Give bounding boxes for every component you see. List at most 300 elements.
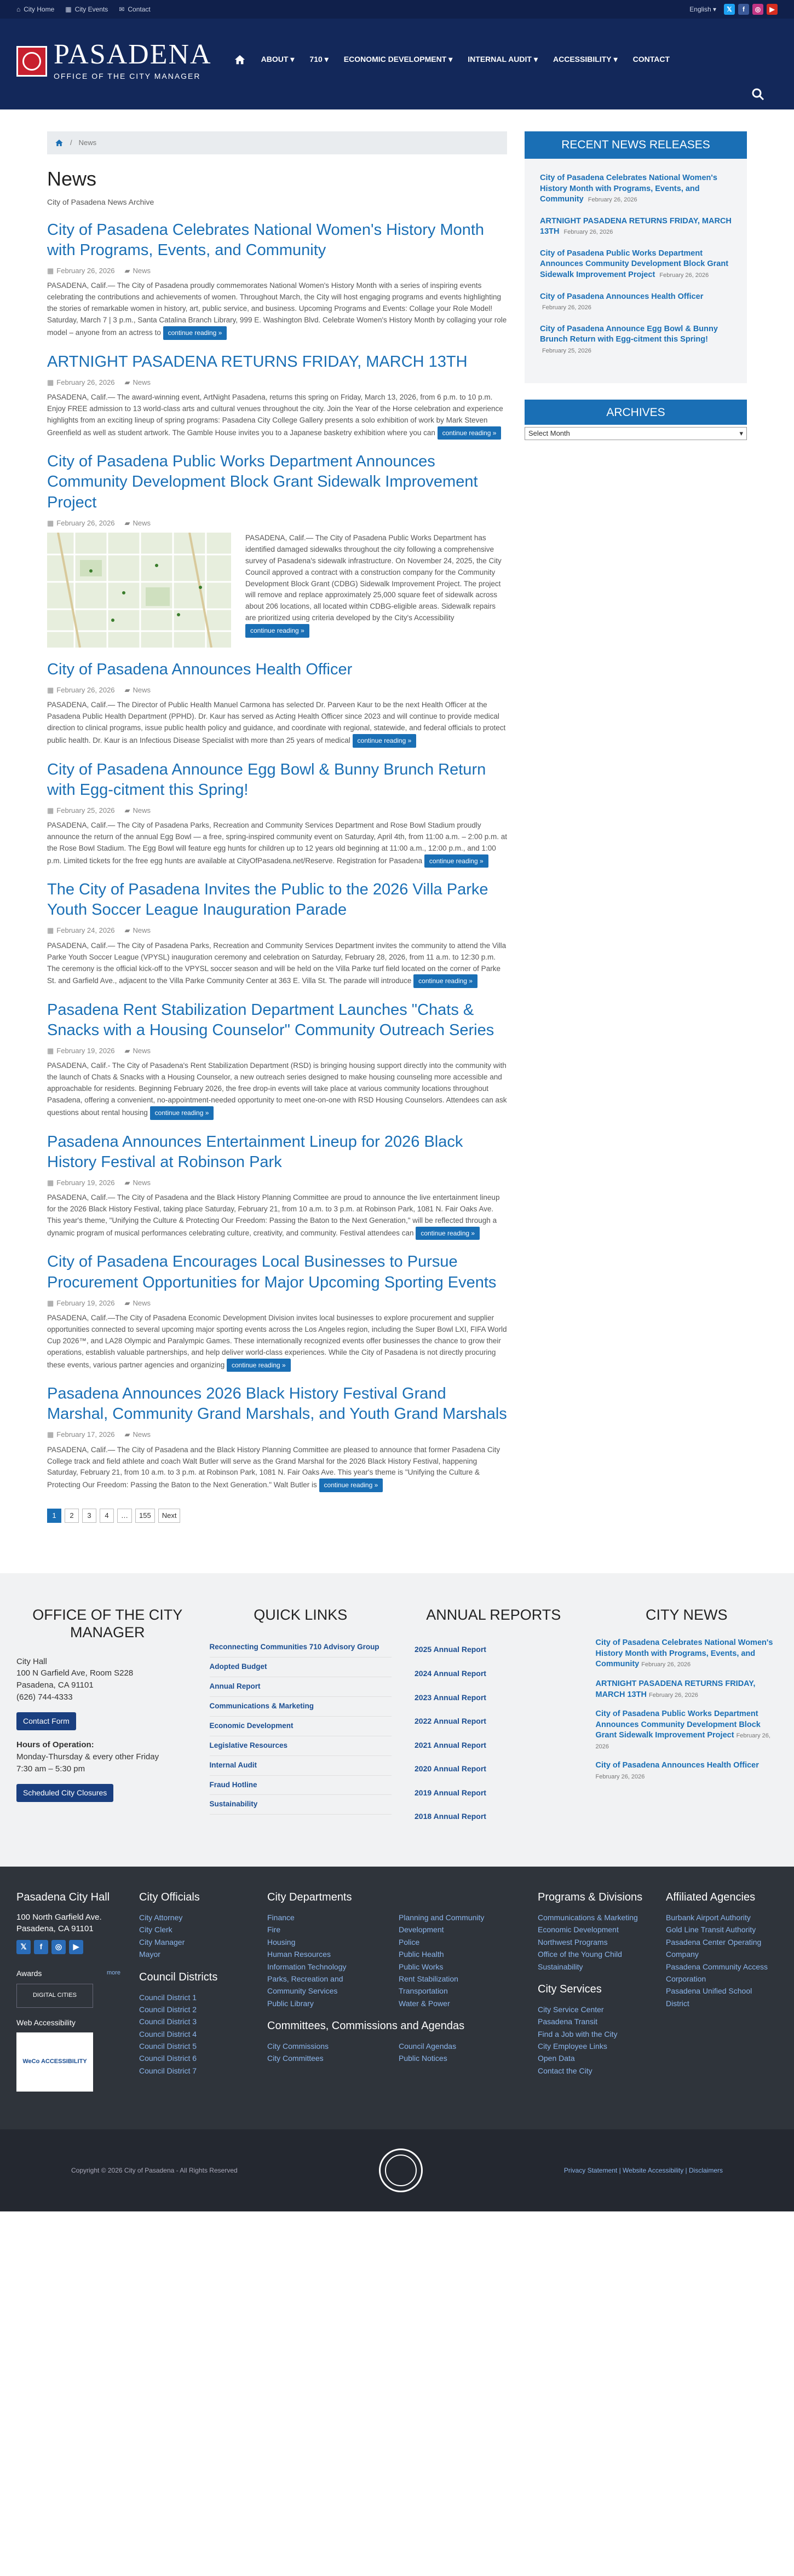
- department-link[interactable]: Fire: [267, 1925, 281, 1934]
- recent-news-date: February 26, 2026: [588, 197, 637, 204]
- address-line: Pasadena, CA 91101: [16, 1680, 94, 1690]
- service-link[interactable]: Pasadena Transit: [538, 2017, 597, 2026]
- utility-link-label: City Home: [24, 5, 55, 13]
- quick-link[interactable]: Annual Report: [210, 1677, 392, 1697]
- recent-news-list: [525, 159, 747, 383]
- article-category[interactable]: [125, 518, 151, 528]
- nav-item-internal-audit[interactable]: INTERNAL AUDIT ▾: [468, 54, 538, 65]
- article-excerpt-text: PASADENA, Calif.- The City of Pasadena's Rent Stabilization Department (RSD) is bringing housing support directly into the community with the launch of Chats & Snacks with a Housing Counselor, a new outreach series designed to make housing counseling more accessible and approachable for residents. Beginning February 2026, the free drop-in events will take place at various community locations throughout Pasadena, offering a convenient, no-appointment-needed opportunity to meet one-on-one with RSD Housing Counselors. Attendees can ask questions about rental housing: [47, 1061, 507, 1117]
- affiliated-list: [666, 1911, 775, 2009]
- utility-link-contact[interactable]: [119, 5, 150, 14]
- affiliated-link[interactable]: Pasadena Unified School District: [666, 1986, 752, 2008]
- calendar-icon: ▦: [47, 685, 54, 694]
- archives-widget: [525, 400, 747, 440]
- x-twitter-icon[interactable]: 𝕏: [16, 1940, 31, 1954]
- footer-quick-links: [210, 1606, 392, 1867]
- committee-link[interactable]: City Committees: [267, 2054, 324, 2063]
- site-header: [0, 19, 794, 109]
- language-label: English: [689, 5, 711, 13]
- committee-link[interactable]: City Commissions: [267, 2042, 329, 2051]
- footer-city-news: [596, 1606, 778, 1867]
- service-link[interactable]: City Employee Links: [538, 2042, 607, 2051]
- department-link[interactable]: Rent Stabilization: [399, 1974, 458, 1983]
- article-category[interactable]: [125, 1178, 151, 1188]
- article-title[interactable]: City of Pasadena Celebrates National Women's History Month with Programs, Events, and Community: [47, 221, 485, 259]
- recent-news-title: ARTNIGHT PASADENA RETURNS FRIDAY, MARCH 13TH: [540, 216, 732, 236]
- city-seal-icon: [379, 2148, 423, 2192]
- calendar-icon: ▦: [65, 5, 72, 13]
- department-link[interactable]: Information Technology: [267, 1962, 347, 1971]
- article-category[interactable]: [125, 1046, 151, 1056]
- archives-select[interactable]: [525, 427, 747, 440]
- web-accessibility-label: Web Accessibility: [16, 2018, 76, 2027]
- article-category-text: News: [133, 267, 151, 275]
- continue-reading-button[interactable]: continue reading »: [319, 1478, 383, 1492]
- article-date: [47, 1178, 115, 1188]
- article-meta: [47, 685, 507, 695]
- folder-icon: ▰: [124, 1178, 130, 1187]
- utility-links: [16, 5, 151, 14]
- article-category[interactable]: [125, 266, 151, 276]
- chevron-down-icon: ▾: [324, 55, 329, 64]
- breadcrumb-separator: /: [70, 138, 72, 147]
- program-link[interactable]: Sustainability: [538, 1962, 583, 1971]
- folder-icon: ▰: [124, 1430, 130, 1439]
- article-date: [47, 685, 115, 695]
- affiliated-link[interactable]: Pasadena Center Operating Company: [666, 1937, 762, 1959]
- home-icon[interactable]: [234, 54, 246, 66]
- annual-report-link[interactable]: 2023 Annual Report: [415, 1693, 486, 1702]
- next-page-link[interactable]: Next: [158, 1509, 181, 1523]
- chevron-down-icon: ▾: [533, 55, 538, 64]
- recent-news-item[interactable]: [540, 324, 732, 356]
- article-excerpt: [47, 1060, 507, 1119]
- district-link[interactable]: Council District 4: [139, 2029, 197, 2038]
- recent-news-title: City of Pasadena Announce Egg Bowl & Bunny Brunch Return with Egg-citment this Spring!: [540, 324, 718, 344]
- copyright-text: Copyright © 2026 City of Pasadena - All Rights Reserved: [71, 2166, 238, 2174]
- continue-reading-button[interactable]: continue reading »: [413, 974, 477, 988]
- quick-links-title: QUICK LINKS: [254, 1606, 348, 1623]
- news-article: [47, 880, 507, 988]
- continue-reading-button[interactable]: continue reading »: [424, 854, 488, 868]
- page-link[interactable]: 2: [65, 1509, 79, 1523]
- folder-icon: ▰: [124, 518, 130, 527]
- news-article: [47, 760, 507, 868]
- page-link[interactable]: 4: [100, 1509, 114, 1523]
- news-article: [47, 220, 507, 340]
- contact-form-button[interactable]: Contact Form: [16, 1712, 76, 1731]
- footer-bottom: [0, 1867, 794, 2129]
- annual-report-link[interactable]: 2024 Annual Report: [415, 1668, 486, 1678]
- quick-link[interactable]: Sustainability: [210, 1795, 392, 1815]
- utility-link-city-home[interactable]: [16, 5, 54, 14]
- calendar-icon: ▦: [47, 926, 54, 935]
- utility-link-label: Contact: [128, 5, 151, 13]
- committee-link[interactable]: Public Notices: [399, 2054, 447, 2063]
- article-date: [47, 1298, 115, 1308]
- article-category[interactable]: [125, 1430, 151, 1440]
- news-article: [47, 1000, 507, 1120]
- utility-bar: [0, 0, 794, 19]
- article-date-text: February 25, 2026: [56, 806, 115, 815]
- article-title[interactable]: City of Pasadena Public Works Department Announces Community Development Block Grant Sidewalk Improvement Project: [47, 453, 478, 511]
- footer-officials: [139, 1890, 249, 2129]
- article-title[interactable]: ARTNIGHT PASADENA RETURNS FRIDAY, MARCH 13TH: [47, 353, 468, 371]
- article-excerpt: [47, 392, 507, 440]
- city-news-item[interactable]: [596, 1679, 778, 1700]
- officials-list: [139, 1911, 249, 1961]
- folder-icon: ▰: [124, 806, 130, 815]
- facebook-icon[interactable]: f: [34, 1940, 48, 1954]
- programs-title: Programs & Divisions: [538, 1891, 643, 1903]
- continue-reading-button[interactable]: continue reading »: [245, 624, 309, 638]
- article-excerpt-text: PASADENA, Calif.— The City of Pasadena Parks, Recreation and Community Services Department and Rose Bowl Stadium proudly announce the return of the annual Egg Bowl — a free, spring-inspired community event on Saturday, April 4th, from 11:00 a.m. – 2:00 p.m. at the Rose Bowl Stadium. The Egg Bowl will feature egg hunts for children up to 12 years old beginning at 11:00 a.m., 12:00 p.m., and 1:00 p.m. Limited tickets for the free egg hunts are available at CityOfPasadena.net/Reserve. Registration for Pasadena: [47, 821, 507, 865]
- utility-link-label: City Events: [74, 5, 108, 13]
- quick-link[interactable]: Adopted Budget: [210, 1657, 392, 1677]
- districts-list: [139, 1991, 249, 2077]
- scheduled-closures-button[interactable]: Scheduled City Closures: [16, 1784, 113, 1803]
- page-ellipsis: …: [117, 1509, 132, 1523]
- quick-link[interactable]: Reconnecting Communities 710 Advisory Group: [210, 1638, 392, 1657]
- logo-name: PASADENA: [54, 39, 212, 70]
- article-meta: [47, 1298, 507, 1308]
- services-title: City Services: [538, 1983, 602, 1995]
- article-date-text: February 17, 2026: [56, 1430, 115, 1439]
- affiliated-link[interactable]: Burbank Airport Authority: [666, 1913, 751, 1922]
- news-article: [47, 352, 507, 440]
- folder-icon: ▰: [124, 685, 130, 694]
- footer-affiliated: [666, 1890, 775, 2129]
- article-body: [47, 533, 507, 648]
- affiliated-link[interactable]: Gold Line Transit Authority: [666, 1925, 756, 1934]
- calendar-icon: ▦: [47, 267, 54, 275]
- facebook-icon[interactable]: f: [738, 4, 749, 15]
- city-news-list: [596, 1638, 778, 1782]
- digital-cities-badge[interactable]: DIGITAL CITIES: [16, 1984, 93, 2008]
- committees-title: Committees, Commissions and Agendas: [267, 2020, 465, 2032]
- address-line: City Hall: [16, 1656, 47, 1666]
- service-link[interactable]: Find a Job with the City: [538, 2029, 618, 2038]
- article-date: [47, 378, 115, 388]
- city-news-item[interactable]: [596, 1709, 778, 1752]
- sidewalk-map-image: [47, 533, 231, 648]
- article-excerpt-text: PASADENA, Calif.— The City of Pasadena Public Works Department has identified damaged sidewalks throughout the city following a comprehensive survey of Pasadena's sidewalk infrastructure. On November 24, 2025, the City Council approved a contract with a construction company for the Community Development Block Grant (CDBG) Sidewalk Improvement Project. The project will remove and replace approximately 25,000 square feet of sidewalk across about 206 locations, all located within CDBG-eligible areas. Sidewalk repairs are prioritized using criteria developed by the City's Accessibility: [245, 533, 502, 622]
- article-meta: [47, 1430, 507, 1440]
- instagram-icon[interactable]: ◎: [752, 4, 763, 15]
- department-link[interactable]: Water & Power: [399, 1999, 450, 2008]
- districts-title: Council Districts: [139, 1971, 218, 1983]
- nav-item-economic-development[interactable]: ECONOMIC DEVELOPMENT ▾: [344, 54, 453, 65]
- footer-city-hall: [16, 1890, 120, 2129]
- archives-title: ARCHIVES: [525, 400, 747, 425]
- city-news-item[interactable]: [596, 1638, 778, 1670]
- annual-report-link[interactable]: 2025 Annual Report: [415, 1645, 486, 1654]
- article-title[interactable]: The City of Pasadena Invites the Public to the 2026 Villa Parke Youth Soccer League Inauguration Parade: [47, 881, 488, 919]
- article-date-text: February 24, 2026: [56, 926, 115, 935]
- article-date: [47, 1046, 115, 1056]
- committees-list: [267, 2040, 371, 2065]
- article-excerpt: [245, 533, 507, 648]
- officials-title: City Officials: [139, 1891, 200, 1903]
- site-logo[interactable]: [16, 41, 212, 82]
- official-link[interactable]: City Manager: [139, 1937, 185, 1947]
- quick-link[interactable]: Economic Development: [210, 1717, 392, 1736]
- news-article: [47, 660, 507, 748]
- district-link[interactable]: Council District 2: [139, 2005, 197, 2014]
- official-link[interactable]: City Attorney: [139, 1913, 183, 1922]
- page-subtitle: City of Pasadena News Archive: [47, 198, 154, 207]
- article-date: [47, 806, 115, 816]
- folder-icon: ▰: [124, 1047, 130, 1055]
- article-date-text: February 26, 2026: [56, 378, 115, 386]
- article-category-text: News: [133, 1178, 151, 1187]
- phone-number[interactable]: (626) 744-4333: [16, 1692, 73, 1702]
- article-date-text: February 26, 2026: [56, 267, 115, 275]
- article-excerpt: [47, 820, 507, 868]
- chevron-down-icon: ▾: [290, 55, 295, 64]
- program-link[interactable]: Office of the Young Child: [538, 1950, 622, 1959]
- footer-programs: [538, 1890, 647, 2129]
- district-link[interactable]: Council District 7: [139, 2066, 197, 2075]
- recent-news-item[interactable]: [540, 292, 732, 313]
- home-icon[interactable]: [55, 138, 64, 147]
- nav-item-accessibility[interactable]: ACCESSIBILITY ▾: [553, 54, 618, 65]
- calendar-icon: ▦: [47, 1298, 54, 1307]
- article-date-text: February 19, 2026: [56, 1298, 115, 1307]
- article-title[interactable]: Pasadena Announces 2026 Black History Festival Grand Marshal, Community Grand Marshals, and Youth Grand Marshals: [47, 1385, 507, 1423]
- article-category[interactable]: [125, 685, 151, 695]
- article-excerpt: [47, 1192, 507, 1240]
- article-meta: [47, 378, 507, 388]
- annual-report-link[interactable]: 2020 Annual Report: [415, 1764, 486, 1774]
- page-link[interactable]: 3: [82, 1509, 96, 1523]
- department-link[interactable]: Planning and Community Development: [399, 1913, 485, 1934]
- article-title[interactable]: City of Pasadena Announce Egg Bowl & Bunny Brunch Return with Egg-citment this Spring!: [47, 760, 486, 799]
- departments-list: [267, 1911, 371, 2009]
- calendar-icon: ▦: [47, 378, 54, 386]
- article-date: [47, 518, 115, 528]
- article-excerpt: [47, 940, 507, 988]
- nav-item-710[interactable]: 710 ▾: [309, 54, 328, 65]
- article-meta: [47, 926, 507, 935]
- footer-departments: [267, 1890, 519, 2129]
- recent-news-title: RECENT NEWS RELEASES: [525, 131, 747, 159]
- service-link[interactable]: City Service Center: [538, 2005, 604, 2014]
- page-link[interactable]: 155: [135, 1509, 155, 1523]
- news-article: [47, 1252, 507, 1372]
- hours-line: 7:30 am – 5:30 pm: [16, 1764, 85, 1774]
- article-excerpt-text: PASADENA, Calif.— The City of Pasadena proudly commemorates National Women's History Month with a series of inspiring events celebrating the contributions and achievements of women. Throughout March, the City will host engaging programs and events highlighting the stories of remarkable women in history, art, public service, and business. Upcoming Programs and Events: Collage your Role Model! Saturday, March 7 | 3 p.m., Santa Catalina Branch Library, 999 E. Washington Blvd. Celebrate Women's History Month by collaging your role model – anyone from an actress to: [47, 281, 507, 337]
- quick-link[interactable]: Legislative Resources: [210, 1736, 392, 1756]
- youtube-icon[interactable]: ▶: [767, 4, 778, 15]
- quick-link[interactable]: Internal Audit: [210, 1756, 392, 1776]
- recent-news-date: February 26, 2026: [563, 229, 613, 236]
- article-excerpt-text: PASADENA, Calif.— The Director of Public Health Manuel Carmona has selected Dr. Parveen Kaur to be the next Health Officer at the Pasadena Public Health Department (PPHD). Dr. Kaur has served as Acting Health Officer since 2023 and will continue to provide medical direction to clinical programs, issue public health policy and guidance, and coordinate with regional, statewide, and federal officials to protect public health. Dr. Kaur is an Infectious Disease Specialist with more than 25 years of medical: [47, 701, 506, 744]
- quick-links-list: [210, 1638, 392, 1815]
- pagination: [47, 1509, 507, 1523]
- programs-list: [538, 1911, 647, 1973]
- department-link[interactable]: Housing: [267, 1937, 296, 1947]
- language-select[interactable]: English ▾: [689, 5, 716, 13]
- article-date: [47, 926, 115, 935]
- recent-news-item[interactable]: [540, 249, 732, 281]
- utility-link-city-events[interactable]: [65, 5, 108, 14]
- program-link[interactable]: Economic Development: [538, 1925, 619, 1934]
- continue-reading-button[interactable]: continue reading »: [353, 734, 417, 748]
- continue-reading-button[interactable]: continue reading »: [416, 1227, 480, 1240]
- departments-title: City Departments: [267, 1891, 352, 1903]
- recent-news-item[interactable]: [540, 216, 732, 238]
- district-link[interactable]: Council District 5: [139, 2042, 197, 2051]
- awards-label: Awards: [16, 1968, 42, 1978]
- instagram-icon[interactable]: ◎: [51, 1940, 66, 1954]
- department-link[interactable]: Parks, Recreation and Community Services: [267, 1974, 343, 1996]
- breadcrumb-current: News: [78, 138, 97, 147]
- x-twitter-icon[interactable]: 𝕏: [724, 4, 735, 15]
- article-list: [47, 220, 507, 1492]
- nav-item-about[interactable]: ABOUT ▾: [261, 54, 295, 65]
- service-link[interactable]: Open Data: [538, 2054, 575, 2063]
- program-link[interactable]: Northwest Programs: [538, 1937, 608, 1947]
- folder-icon: ▰: [124, 378, 130, 386]
- city-news-date: February 26, 2026: [641, 1661, 691, 1668]
- article-category-text: News: [133, 1047, 151, 1055]
- department-link[interactable]: Transportation: [399, 1986, 448, 1996]
- article-excerpt: [47, 700, 507, 747]
- search-icon[interactable]: [751, 88, 764, 101]
- address-line: 100 North Garfield Ave.: [16, 1912, 102, 1922]
- district-link[interactable]: Council District 1: [139, 1992, 197, 2002]
- continue-reading-button[interactable]: continue reading »: [438, 426, 502, 440]
- official-link[interactable]: Mayor: [139, 1950, 160, 1959]
- utility-right: [689, 4, 778, 15]
- annual-report-link[interactable]: 2019 Annual Report: [415, 1788, 486, 1797]
- address-line: 100 N Garfield Ave, Room S228: [16, 1668, 134, 1678]
- article-excerpt-text: PASADENA, Calif.— The City of Pasadena and the Black History Planning Committee are pleased to announce that former Pasadena City College track and field athlete and coach Walt Butler will serve as the Grand Marshal for the 2026 Black History Festival, happening Saturday, February 21, from 10 a.m. to 3 p.m. at Robinson Park, 1081 N. Fair Oaks Ave. This year's theme is "Unifying the Culture & Protecting Our Freedom: Passing the Baton to the Next Generation." Walt Butler is: [47, 1445, 500, 1489]
- article-excerpt: [47, 1313, 507, 1372]
- article-excerpt: [47, 1445, 507, 1492]
- recent-news-date: February 26, 2026: [542, 304, 591, 311]
- city-news-date: February 26, 2026: [595, 1732, 770, 1750]
- recent-news-item[interactable]: [540, 173, 732, 205]
- footer-top: [0, 1573, 794, 1867]
- page-title: News: [47, 168, 97, 190]
- article-meta: [47, 518, 507, 528]
- article-category[interactable]: [125, 1298, 151, 1308]
- calendar-icon: ▦: [47, 806, 54, 815]
- annual-report-link[interactable]: 2021 Annual Report: [415, 1740, 486, 1749]
- breadcrumb: [47, 131, 507, 154]
- calendar-icon: ▦: [47, 518, 54, 527]
- article-title[interactable]: Pasadena Announces Entertainment Lineup for 2026 Black History Festival at Robinson Park: [47, 1133, 463, 1171]
- services-list: [538, 2003, 647, 2077]
- affiliated-link[interactable]: Pasadena Community Access Corporation: [666, 1962, 768, 1983]
- home-icon: ⌂: [16, 5, 21, 13]
- article-category[interactable]: [125, 806, 151, 816]
- logo-subtitle: OFFICE OF THE CITY MANAGER: [54, 72, 201, 80]
- main-nav: [234, 54, 670, 66]
- nav-item-contact[interactable]: CONTACT: [632, 55, 670, 64]
- recent-news-date: February 26, 2026: [659, 272, 709, 279]
- hours-label: Hours of Operation:: [16, 1740, 94, 1750]
- article-meta: [47, 1046, 507, 1056]
- program-link[interactable]: Communications & Marketing: [538, 1913, 638, 1922]
- city-hall-title: Pasadena City Hall: [16, 1891, 110, 1903]
- article-date: [47, 1430, 115, 1440]
- district-link[interactable]: Council District 3: [139, 2017, 197, 2026]
- rose-logo-icon: [16, 46, 47, 77]
- article-meta: [47, 266, 507, 276]
- article-excerpt: [47, 280, 507, 339]
- folder-icon: ▰: [124, 926, 130, 935]
- department-link[interactable]: Police: [399, 1937, 420, 1947]
- sidebar: [525, 131, 747, 1523]
- article-category[interactable]: [125, 926, 151, 935]
- district-link[interactable]: Council District 6: [139, 2054, 197, 2063]
- calendar-icon: ▦: [47, 1430, 54, 1439]
- article-excerpt-text: PASADENA, Calif.—The City of Pasadena Economic Development Division invites local businesses to explore procurement and supplier opportunities connected to several upcoming major sporting events across the Los Angeles region, including the Super Bowl LXI, FIFA World Cup 2026™, and LA28 Olympic and Paralympic Games. These internationally recognized events offer businesses the chance to grow their operations, establish valuable partnerships, and help deliver world-class experiences. While the City of Pasadena is not directly procuring these events, various partner agencies and organizing: [47, 1313, 507, 1369]
- page-link[interactable]: 1: [47, 1509, 61, 1523]
- article-category-text: News: [133, 926, 151, 935]
- legal-links[interactable]: Privacy Statement | Website Accessibility | Disclaimers: [563, 2166, 723, 2174]
- main-content: [47, 131, 507, 1523]
- recent-news-date: February 25, 2026: [542, 347, 591, 354]
- committees-list: [399, 2040, 503, 2065]
- recent-news-title: City of Pasadena Celebrates National Women's History Month with Programs, Events, and Community: [540, 174, 717, 204]
- footer-annual-reports: [402, 1606, 585, 1867]
- department-link[interactable]: Public Works: [399, 1962, 444, 1971]
- article-excerpt-text: PASADENA, Calif.— The City of Pasadena Parks, Recreation and Community Services Department invites the community to attend the Villa Parke Youth Soccer League (VPYSL) inauguration ceremony and celebration on Saturday, February 28, 2026, from 11 a.m. to 12:30 p.m. The ceremony is the official kick-off to the VPYSL soccer season and will be held on the Villa Parke turf field located on the corner of Parke St. and Garfield Ave., adjacent to the Villa Parke Community Center at 363 E. Villa St. The parade will introduce: [47, 941, 507, 985]
- city-news-date: February 26, 2026: [595, 1773, 645, 1780]
- official-link[interactable]: City Clerk: [139, 1925, 172, 1934]
- article-meta: [47, 1178, 507, 1188]
- quick-link[interactable]: Fraud Hotline: [210, 1776, 392, 1795]
- department-link[interactable]: Human Resources: [267, 1950, 331, 1959]
- recent-news-title: City of Pasadena Announces Health Officer: [540, 292, 704, 301]
- article-date-text: February 26, 2026: [56, 518, 115, 527]
- annual-report-link[interactable]: 2022 Annual Report: [415, 1717, 486, 1726]
- awards-more-link[interactable]: more: [106, 1969, 120, 1976]
- article-category-text: News: [133, 1298, 151, 1307]
- department-link[interactable]: Public Health: [399, 1950, 444, 1959]
- department-link[interactable]: Finance: [267, 1913, 295, 1922]
- article-title[interactable]: City of Pasadena Encourages Local Businesses to Pursue Procurement Opportunities for Major Upcoming Sporting Events: [47, 1253, 497, 1291]
- recent-news-title: City of Pasadena Public Works Department Announces Community Development Block Grant Sidewalk Improvement Project: [540, 249, 729, 279]
- continue-reading-button[interactable]: continue reading »: [163, 326, 227, 340]
- continue-reading-button[interactable]: continue reading »: [150, 1106, 214, 1120]
- news-article: [47, 1132, 507, 1240]
- article-category[interactable]: [125, 378, 151, 388]
- service-link[interactable]: Contact the City: [538, 2066, 592, 2075]
- city-news-title: City of Pasadena Public Works Department Announces Community Development Block Grant Sidewalk Improvement Project: [595, 1709, 761, 1740]
- youtube-icon[interactable]: ▶: [69, 1940, 83, 1954]
- article-title[interactable]: City of Pasadena Announces Health Officer: [47, 660, 353, 678]
- footer-office-title: OFFICE OF THE CITY MANAGER: [32, 1606, 183, 1641]
- department-link[interactable]: Public Library: [267, 1999, 314, 2008]
- article-excerpt-text: PASADENA, Calif.— The award-winning event, ArtNight Pasadena, returns this spring on Friday, March 13, 2026, from 6 p.m. to 10 p.m. Enjoy FREE admission to 13 world-class arts and cultural venues throughout the city. Join the Year of the Horse celebration and experience highlights from an exciting lineup of spring programs: Pasadena City College Gallery presents a solo exhibition of work by Mark Steven Greenfield as well as student artwork. The Gamble House invites you to a Japanese basketry exhibition where you can: [47, 392, 503, 437]
- committee-link[interactable]: Council Agendas: [399, 2042, 457, 2051]
- city-news-item[interactable]: [596, 1760, 778, 1782]
- article-category-text: News: [133, 806, 151, 815]
- article-meta: [47, 806, 507, 816]
- envelope-icon: ✉: [119, 5, 125, 13]
- quick-link[interactable]: Communications & Marketing: [210, 1697, 392, 1717]
- article-title[interactable]: Pasadena Rent Stabilization Department Launches "Chats & Snacks with a Housing Counselor" Community Outreach Series: [47, 1001, 494, 1039]
- weco-accessibility-badge[interactable]: WeCo ACCESSIBILITY: [16, 2032, 93, 2092]
- continue-reading-button[interactable]: continue reading »: [227, 1359, 291, 1372]
- copyright-bar: [0, 2129, 794, 2211]
- annual-report-link[interactable]: 2018 Annual Report: [415, 1812, 486, 1821]
